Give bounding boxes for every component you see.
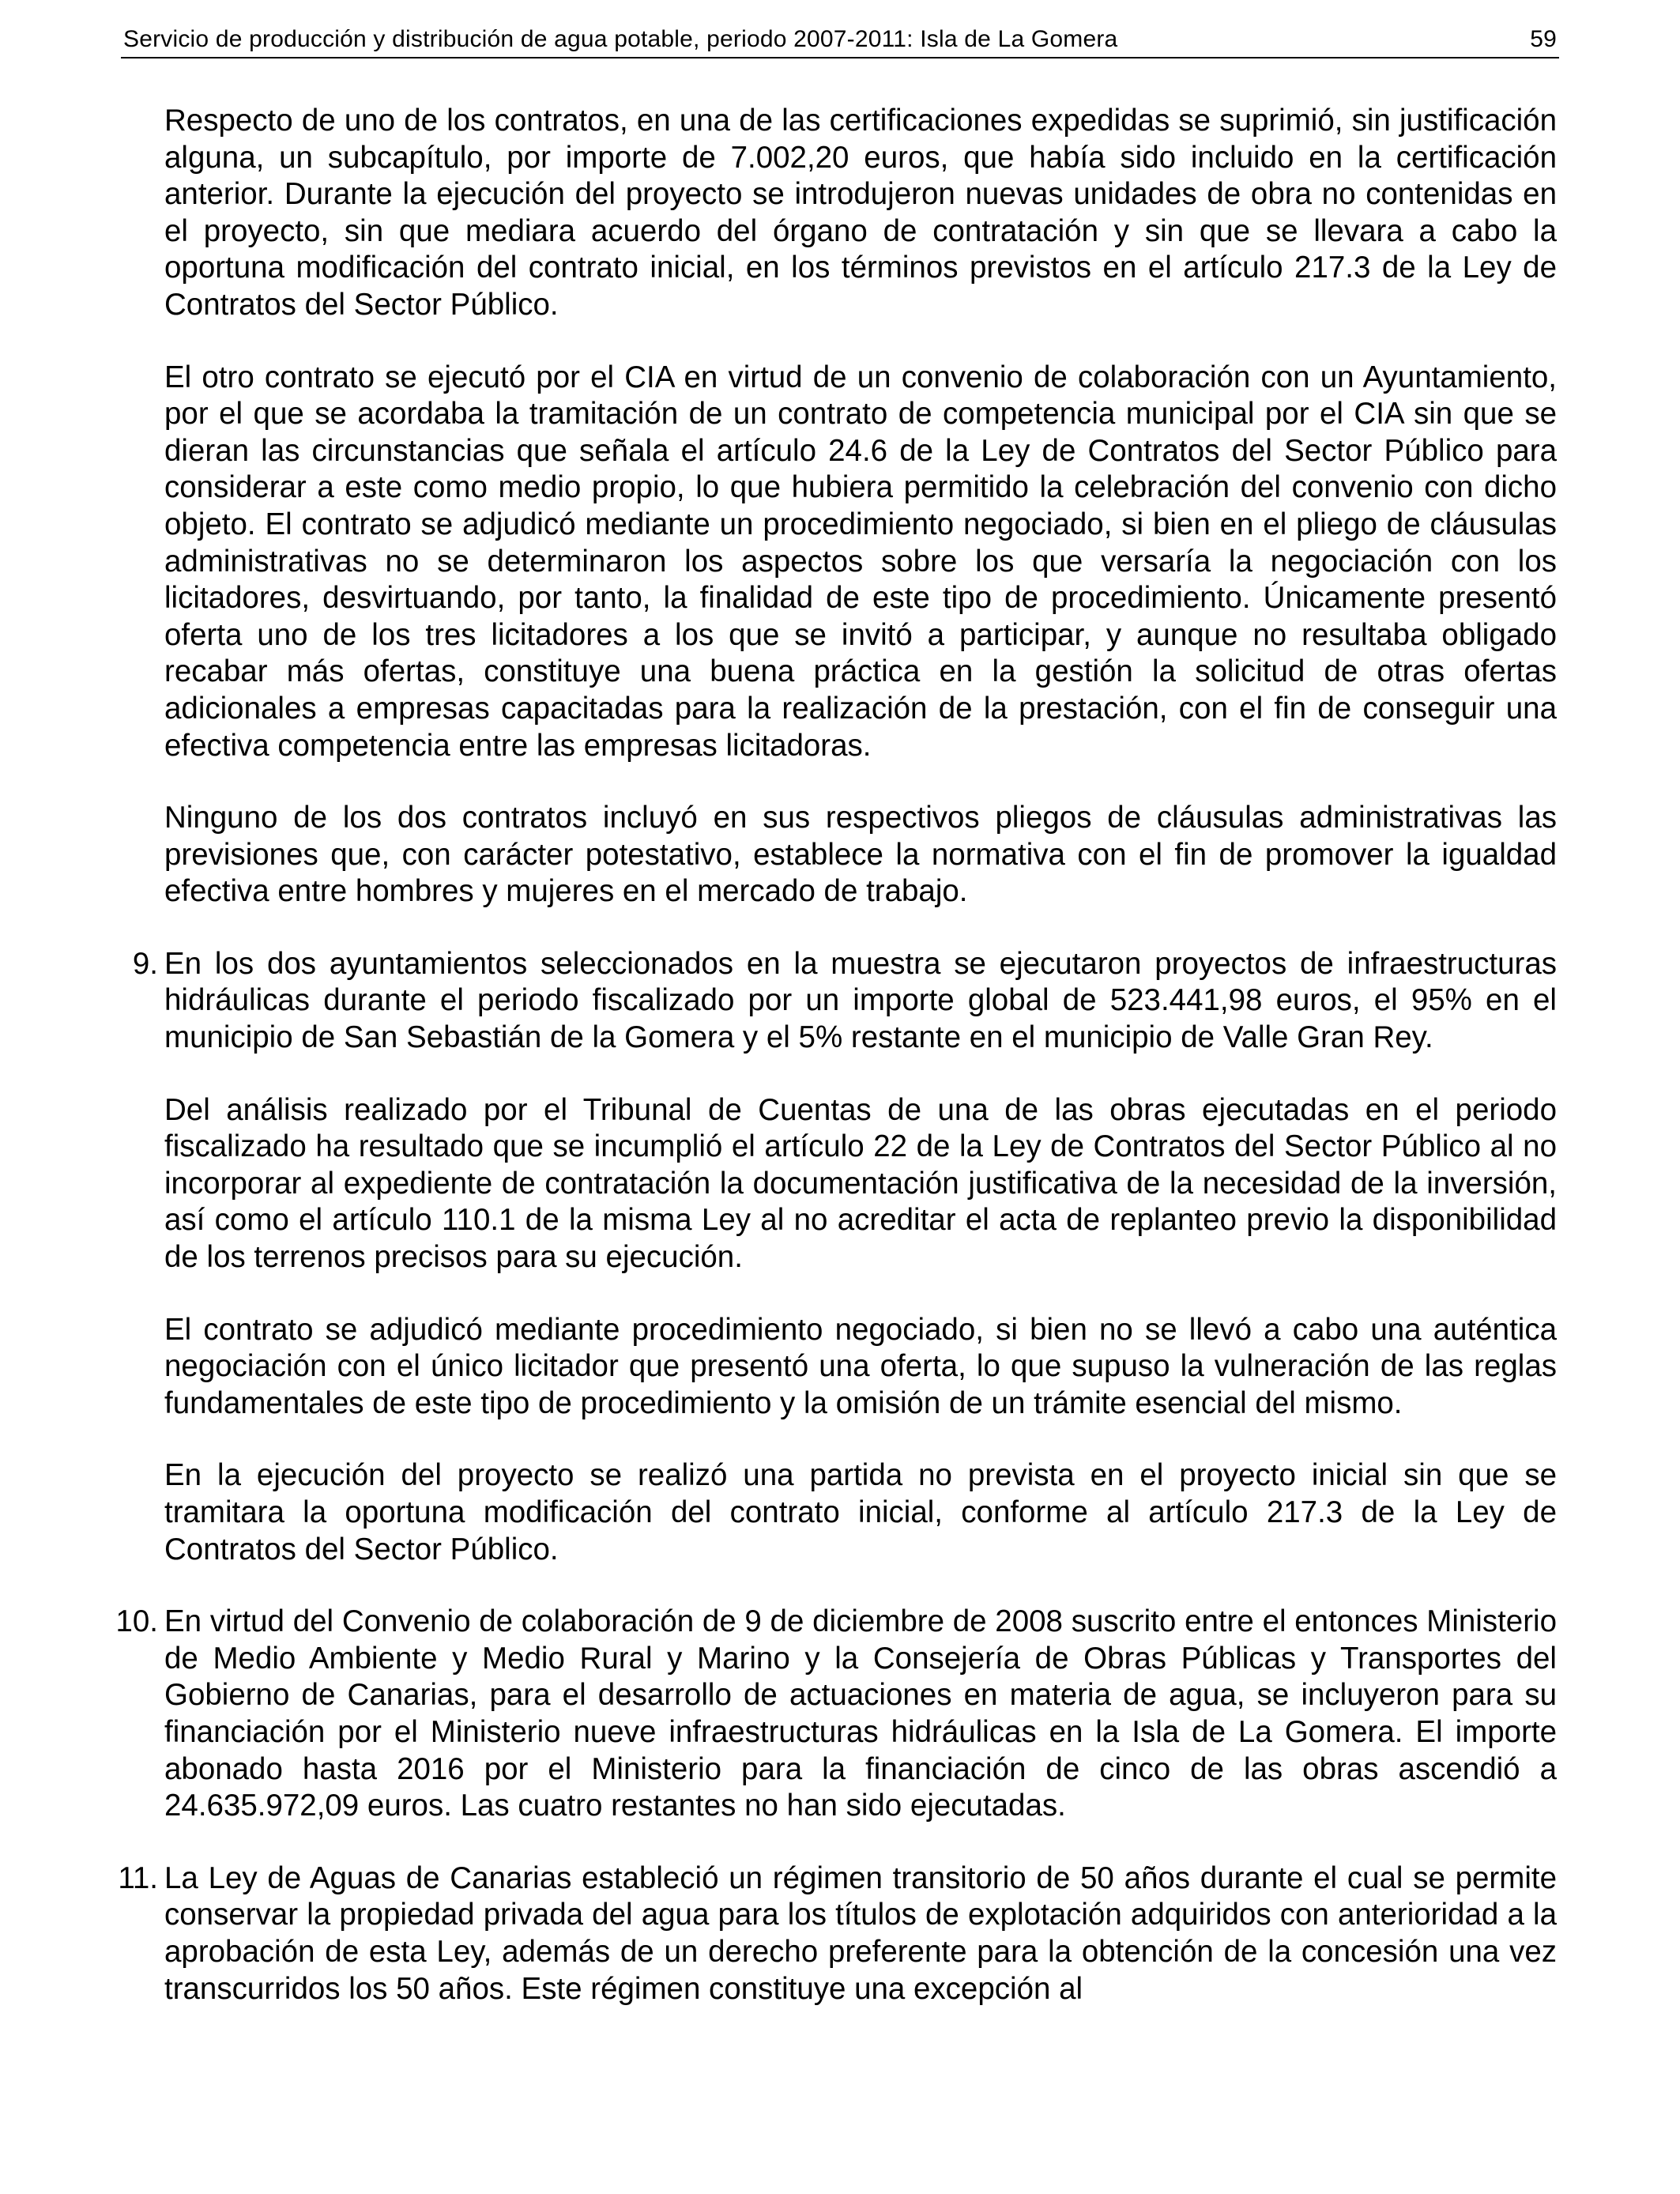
item-text: En los dos ayuntamientos seleccionados en la muestra se ejecutaron proyectos de infraestructuras hidráulicas durante el periodo fiscalizado por un importe global de 523.441,98 euros, el 95% en el municipio de San Sebastián de la Gomera y el 5% restante en el municipio de Valle Gran Rey. [164, 946, 1557, 1055]
paragraph-partida-no-prevista: En la ejecución del proyecto se realizó una partida no prevista en el proyecto inicial sin que se tramitara la oportuna modificación del contrato inicial, conforme al artículo 217.3 de la Ley de Contratos del Sector Público. [164, 1458, 1557, 1566]
running-title: Servicio de producción y distribución de agua potable, periodo 2007-2011: Isla de La Gomera [123, 26, 1118, 52]
paragraph-convenio-cia: El otro contrato se ejecutó por el CIA en virtud de un convenio de colaboración con un Ayuntamiento, por el que se acordaba la tramitación de un contrato de competencia municipal por el CIA sin que se dieran las circunstancias que señala el artículo 24.6 de la Ley de Contratos del Sector Público para considerar a este como medio propio, lo que hubiera permitido la celebración del convenio con dicho objeto. El contrato se adjudicó mediante un procedimiento negociado, si bien en el pliego de cláusulas administrativas no se determinaron los aspectos sobre los que versaría la negociación con los licitadores, desvirtuando, por tanto, la finalidad de este tipo de procedimiento. Únicamente presentó oferta uno de los tres licitadores a los que se invitó a participar, y aunque no resultaba obligado recabar más ofertas, constituye una buena práctica en la gestión la solicitud de otras ofertas adicionales a empresas capacitadas para la realización de la prestación, con el fin de conseguir una efectiva competencia entre las empresas licitadoras. [164, 360, 1557, 763]
item-number: 11. [118, 1860, 158, 1895]
item-text: La Ley de Aguas de Canarias estableció un régimen transitorio de 50 años durante el cual se permite conservar la propiedad privada del agua para los títulos de explotación adquiridos con anterioridad a la aprobación de esta Ley, además de un derecho preferente para la obtención de la concesión una vez transcurridos los 50 años. Este régimen constituye una excepción al [164, 1860, 1557, 2006]
page-number: 59 [1530, 26, 1557, 52]
item-text: En virtud del Convenio de colaboración de 9 de diciembre de 2008 suscrito entre el entonces Ministerio de Medio Ambiente y Medio Rural y Marino y la Consejería de Obras Públicas y Transportes del Gobierno de Canarias, para el desarrollo de actuaciones en materia de agua, se incluyeron para su financiación por el Ministerio nueve infraestructuras hidráulicas en la Isla de La Gomera. El importe abonado hasta 2016 por el Ministerio para la financiación de cinco de las obras ascendió a 24.635.972,09 euros. Las cuatro restantes no han sido ejecutadas. [164, 1604, 1557, 1823]
body-text [115, 103, 1557, 2043]
paragraph-analisis-tribunal: Del análisis realizado por el Tribunal de Cuentas de una de las obras ejecutadas en el periodo fiscalizado ha resultado que se incumplió el artículo 22 de la Ley de Contratos del Sector Público al no incorporar al expediente de contratación la documentación justificativa de la necesidad de la inversión, así como el artículo 110.1 de la misma Ley al no acreditar el acta de replanteo previo la disponibilidad de los terrenos precisos para su ejecución. [164, 1092, 1557, 1275]
item-number: 9. [132, 946, 158, 981]
running-header [121, 24, 1559, 58]
item-number: 10. [115, 1604, 158, 1639]
numbered-item-10 [115, 1604, 1557, 1825]
paragraph-certificaciones: Respecto de uno de los contratos, en una de las certificaciones expedidas se suprimió, sin justificación alguna, un subcapítulo, por importe de 7.002,20 euros, que había sido incluido en la certificación anterior. Durante la ejecución del proyecto se introdujeron nuevas unidades de obra no contenidas en el proyecto, sin que mediara acuerdo del órgano de contratación y sin que se llevara a cabo la oportuna modificación del contrato inicial, en los términos previstos en el artículo 217.3 de la Ley de Contratos del Sector Público. [164, 104, 1557, 322]
paragraph-procedimiento-negociado: El contrato se adjudicó mediante procedimiento negociado, si bien no se llevó a cabo una auténtica negociación con el único licitador que presentó una oferta, lo que supuso la vulneración de las reglas fundamentales de este tipo de procedimiento y la omisión de un trámite esencial del mismo. [164, 1312, 1557, 1420]
numbered-item-11 [118, 1860, 1557, 2007]
paragraph-igualdad: Ninguno de los dos contratos incluyó en sus respectivos pliegos de cláusulas administrativas las previsiones que, con carácter potestativo, establece la normativa con el fin de promover la igualdad efectiva entre hombres y mujeres en el mercado de trabajo. [164, 801, 1557, 909]
numbered-item-9 [132, 946, 1557, 1057]
